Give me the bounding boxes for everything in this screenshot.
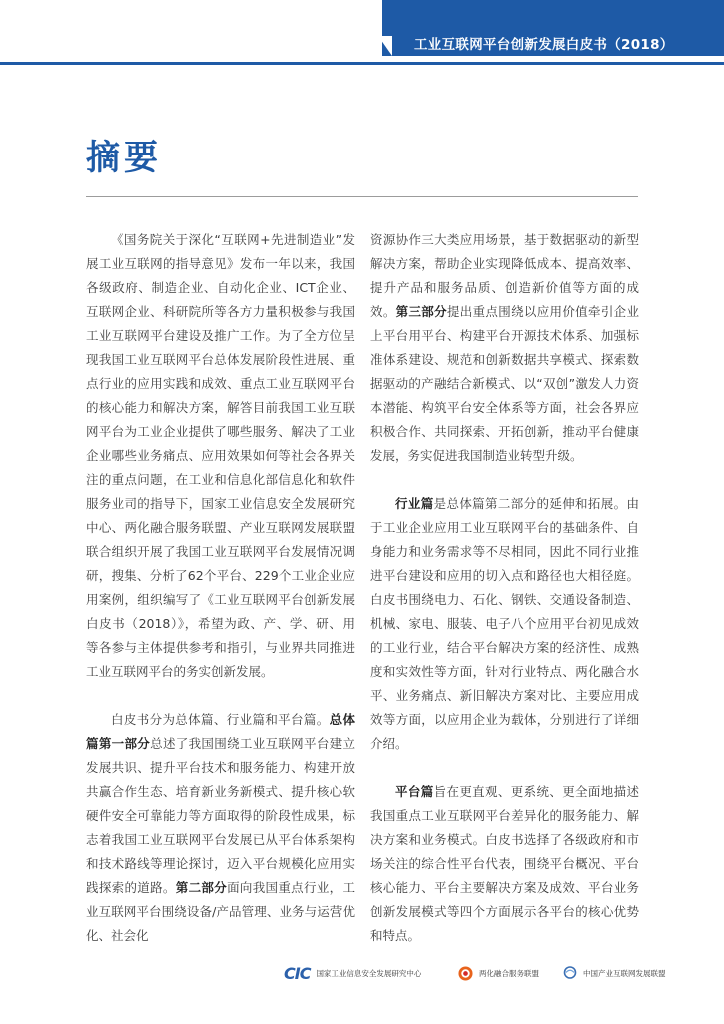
title-divider (86, 196, 638, 197)
part-three-text: 提出重点围绕以应用价值牵引企业上平台用平台、构建平台开源技术体系、加强标准体系建设、规范和创新数据共享模式、探索数据驱动的产融结合新模式、以“双创”激发人力资本潜能、构筑平台安全体系等方面，社会各界应积极合作、共同探索、开拓创新，推动平台健康发展，务实促进我国制造业转型升级。 (370, 304, 639, 463)
page-title: 摘要 (86, 138, 162, 178)
iiac-logo (563, 962, 666, 984)
caw-logo-icon (458, 966, 473, 981)
platform-text: 旨在更直观、更系统、更全面地描述我国重点工业互联网平台差异化的服务能力、解决方案和业务模式。白皮书选择了各级政府和市场关注的综合性平台代表，围绕平台概况、平台核心能力、平台主要解决方案及成效、平台业务创新发展模式等四个方面展示各平台的核心优势和特点。 (370, 784, 639, 943)
header-notch (378, 36, 392, 56)
intro-paragraph: 《国务院关于深化“互联网+先进制造业”发展工业互联网的指导意见》发布一年以来，我国各级政府、制造企业、自动化企业、ICT企业、互联网企业、科研院所等各方力量积极参与我国工业互联网平台建设及推广工作。为了全方位呈现我国工业互联网平台总体发展阶段性进展、重点行业的应用实践和成效、重点工业互联网平台的核心能力和解决方案，解答目前我国工业互联网平台为工业企业提供了哪些服务、解决了工业企业哪些业务痛点、应用效果如何等社会各界关注的重点问题，在工业和信息化部信息化和软件服务业司的指导下，国家工业信息安全发展研究中心、两化融合服务联盟、产业互联网发展联盟联合组织开展了我国工业互联网平台发展情况调研，搜集、分析了62个平台、229个工业企业应用案例，组织编写了《工业互联网平台创新发展白皮书（2018）》，希望为政、产、学、研、用等各参与主体提供参考和指引，与业界共同推进工业互联网平台的务实创新发展。 (86, 232, 355, 679)
right-column (370, 228, 639, 972)
caw-label: 两化融合服务联盟 (479, 968, 539, 978)
industry-text: 是总体篇第二部分的延伸和拓展。由于工业企业应用工业互联网平台的基础条件、自身能力和业务需求等不尽相同，因此不同行业推进平台建设和应用的切入点和路径也大相径庭。白皮书围绕电力、石化、钢铁、交通设备制造、机械、家电、服装、电子八个应用平台初见成效的工业行业，结合平台解决方案的经济性、成熟度和实效性等方面，针对行业特点、两化融合水平、业务痛点、新旧解决方案对比、主要应用成效等方面，以应用企业为载体，分别进行了详细介绍。 (370, 496, 639, 751)
continued-paragraph (370, 228, 639, 468)
part-three-heading: 第三部分 (395, 304, 447, 319)
platform-heading: 平台篇 (395, 784, 434, 799)
platform-paragraph (370, 780, 639, 948)
header-title: 工业互联网平台创新发展白皮书（2018） (414, 37, 674, 53)
part-two-text: 面向我国重点行业，工业互联网平台围绕设备/产品管理、业务与运营优化、社会化 (86, 880, 355, 943)
cic-logo (284, 962, 421, 984)
footer-logos (0, 962, 724, 984)
structure-paragraph (86, 708, 355, 948)
header-rule (0, 62, 724, 65)
cic-label: 国家工业信息安全发展研究中心 (316, 968, 422, 978)
iiac-logo-icon (563, 964, 577, 982)
structure-intro: 白皮书分为总体篇、行业篇和平台篇。 (111, 712, 330, 727)
part-two-continued: 资源协作三大类应用场景，基于数据驱动的新型解决方案，帮助企业实现降低成本、提高效率、提升产品和服务品质、创造新价值等方面的成效。 (370, 232, 639, 319)
general-part-one-heading: 总体篇第一部分 (86, 712, 355, 751)
industry-paragraph (370, 492, 639, 756)
part-one-text: 总述了我国围绕工业互联网平台建立发展共识、提升平台技术和服务能力、构建开放共赢合作生态、培育新业务新模式、提升核心软硬件安全可靠能力等方面取得的阶段性成果，标志着我国工业互联网平台发展已从平台体系架构和技术路线等理论探讨，迈入平台规模化应用实践探索的道路。 (86, 736, 355, 895)
iiac-label: 中国产业互联网发展联盟 (583, 968, 666, 978)
left-column (86, 228, 355, 972)
part-two-heading: 第二部分 (175, 880, 228, 895)
caw-logo (458, 962, 539, 984)
cic-logo-icon: CIC (284, 963, 311, 983)
industry-heading: 行业篇 (395, 496, 434, 511)
